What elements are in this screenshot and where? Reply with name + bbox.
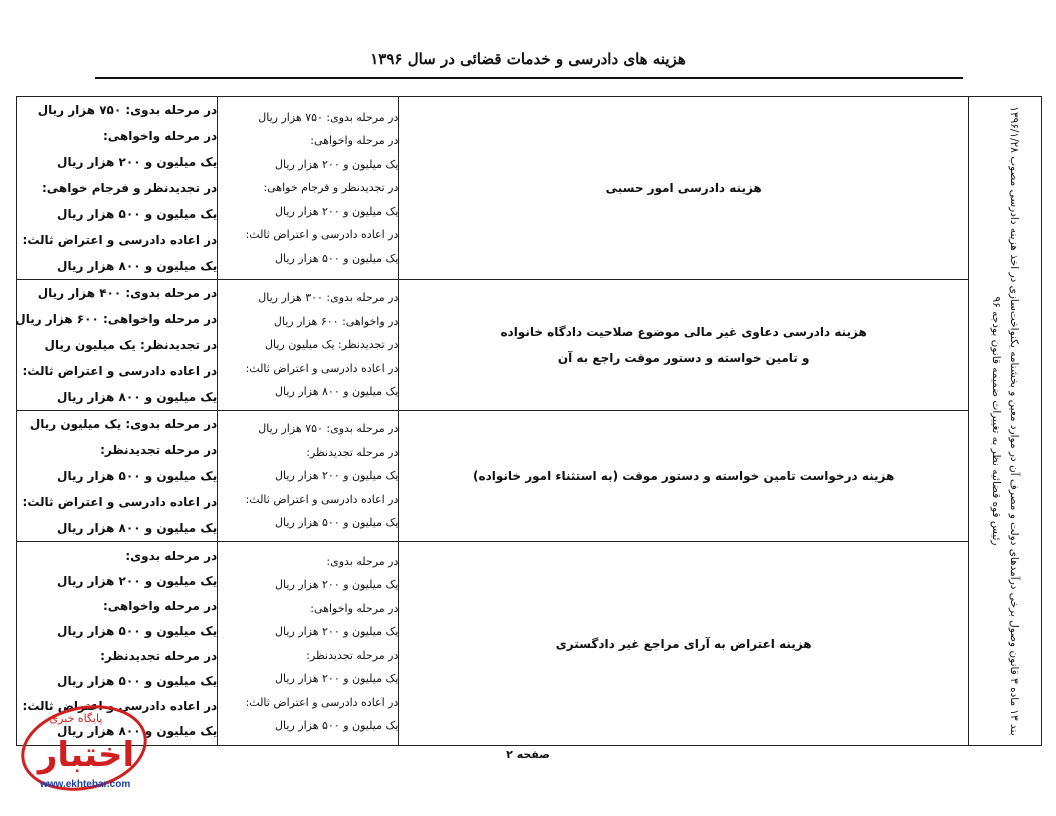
fee-amount-bold-line: یک میلیون و ۵۰۰ هزار ریال (57, 469, 218, 483)
fee-amount-line: یک میلیون و ۲۰۰ هزار ریال (275, 625, 399, 638)
fees-table (16, 96, 1042, 746)
fee-amount-line: یک میلیون و ۵۰۰ هزار ریال (275, 516, 399, 530)
title-divider (95, 77, 963, 79)
fee-amount-line: در اعاده دادرسی و اعتراض ثالث: (245, 361, 399, 375)
fee-amount-bold-line: در مرحله واخواهی: (102, 129, 218, 143)
fee-amount-line: در مرحله تجدیدنظر: (306, 648, 399, 662)
fee-amount-line: یک میلیون و ۲۰۰ هزار ریال (275, 204, 399, 218)
fee-amount-line: در مرحله بدوی: ۷۵۰ هزار ریال (258, 110, 399, 124)
fee-amount-bold-cell (17, 280, 218, 411)
fee-amount-bold-line: در مرحله واخواهی: (102, 598, 218, 613)
side-note-text: بند ۱۳ ماده ۳ قانون وصول برخی درآمدهای دولت و مصرف آن در موارد معین و بخشنامه یکنواخت‌سازی در اخذ هزینه دادرسی مصوب ۱۳۹۶/۱/۲۸ رئیس قوه قضائیه نظر به تغییرات ضمیمه قانون بودجه ۹۶ (989, 106, 1020, 736)
fee-amount-bold-line: در مرحله تجدیدنظر: (100, 443, 218, 457)
fee-amount-bold-line: در تجدیدنظر: یک میلیون ریال (44, 338, 218, 352)
fee-amount-line: یک میلیون و ۵۰۰ هزار ریال (275, 719, 399, 732)
fee-title-line: هزینه اعتراض به آرای مراجع غیر دادگستری (555, 636, 812, 651)
fee-amount-bold-line: در مرحله بدوی: ۷۵۰ هزار ریال (37, 103, 218, 117)
fee-amount-bold-line: یک میلیون و ۲۰۰ هزار ریال (57, 155, 218, 169)
fee-title-line: هزینه دادرسی امور حسبی (605, 181, 762, 195)
watermark-subtext: پایگاه خبری (49, 712, 103, 725)
fee-amount-bold-line: یک میلیون و ۵۰۰ هزار ریال (57, 623, 218, 638)
fee-title-line: هزینه دادرسی دعاوی غیر مالی موضوع صلاحیت دادگاه خانواده (500, 325, 867, 339)
fee-amount-line: در مرحله بدوی: (326, 554, 399, 568)
fee-amount-line: در مرحله تجدیدنظر: (306, 445, 399, 459)
fee-amount-bold-line: در اعاده دادرسی و اعتراض ثالث: (22, 698, 218, 713)
fee-amount-cell (218, 411, 399, 542)
fee-amount-line: یک میلیون و ۵۰۰ هزار ریال (275, 251, 399, 265)
fee-amount-bold-line: در مرحله تجدیدنظر: (100, 648, 218, 663)
fee-amount-line: یک میلیون و ۲۰۰ هزار ریال (275, 578, 399, 591)
fee-amount-bold-line: یک میلیون و ۸۰۰ هزار ریال (57, 259, 218, 273)
table-row (17, 97, 1042, 280)
fee-title-line: و تامین خواسته و دستور موقت راجع به آن (557, 351, 810, 365)
fee-amount-line: در اعاده دادرسی و اعتراض ثالث: (245, 492, 399, 506)
table-row (17, 411, 1042, 542)
fee-amount-bold-line: در مرحله بدوی: یک میلیون ریال (29, 417, 218, 431)
fee-amount-cell (218, 280, 399, 411)
fee-amount-bold-line: در اعاده دادرسی و اعتراض ثالث: (22, 495, 218, 509)
fee-title-cell (399, 411, 969, 542)
fee-title-cell (399, 280, 969, 411)
side-note-cell (968, 97, 1041, 746)
fee-amount-bold-line: در تجدیدنظر و فرجام خواهی: (41, 181, 218, 195)
fee-amount-line: یک میلیون و ۸۰۰ هزار ریال (275, 385, 399, 399)
fee-title-cell (399, 542, 969, 746)
fee-amount-bold-line: در اعاده دادرسی و اعتراض ثالث: (22, 233, 218, 247)
fee-amount-line: در اعاده دادرسی و اعتراض ثالث: (245, 695, 399, 709)
fee-amount-line: در مرحله بدوی: ۳۰۰ هزار ریال (258, 291, 399, 305)
fee-title-cell (399, 97, 969, 280)
fee-amount-bold-line: یک میلیون و ۲۰۰ هزار ریال (57, 573, 218, 588)
fee-amount-cell (218, 97, 399, 280)
fee-amount-bold-line: یک میلیون و ۸۰۰ هزار ریال (57, 390, 218, 404)
fee-amount-bold-line: در مرحله بدوی: (125, 548, 218, 563)
fee-title-line: هزینه درخواست تامین خواسته و دستور موقت (به استثناء امور خانواده) (473, 469, 895, 483)
fee-amount-bold-line: در مرحله واخواهی: ۶۰۰ هزار ریال (15, 312, 218, 326)
fee-amount-bold-line: در مرحله بدوی: ۴۰۰ هزار ریال (37, 286, 218, 300)
fee-amount-line: یک میلیون و ۲۰۰ هزار ریال (275, 157, 399, 171)
fee-amount-cell (218, 542, 399, 746)
fee-amount-line: یک میلیون و ۲۰۰ هزار ریال (275, 469, 399, 483)
fee-amount-bold-cell (17, 411, 218, 542)
fee-amount-bold-line: در اعاده دادرسی و اعتراض ثالث: (22, 364, 218, 378)
watermark-url[interactable]: www.ekhtebar.com (40, 779, 131, 790)
fee-amount-line: در تجدیدنظر: یک میلیون ریال (265, 338, 399, 352)
fee-amount-bold-line: یک میلیون و ۵۰۰ هزار ریال (57, 207, 218, 221)
table-row (17, 280, 1042, 411)
fee-amount-line: در تجدیدنظر و فرجام خواهی: (263, 181, 399, 195)
fee-amount-line: در مرحله واخواهی: (310, 134, 399, 148)
page-title: هزینه های دادرسی و خدمات قضائی در سال ۱۳۹۶ (370, 50, 686, 68)
fee-amount-bold-line: یک میلیون و ۸۰۰ هزار ریال (57, 521, 218, 535)
fee-amount-line: در مرحله بدوی: ۷۵۰ هزار ریال (258, 422, 399, 436)
fee-amount-bold-line: یک میلیون و ۵۰۰ هزار ریال (57, 673, 218, 688)
fee-amount-line: در واخواهی: ۶۰۰ هزار ریال (273, 314, 399, 328)
fee-amount-bold-line: یک میلیون و ۸۰۰ هزار ریال (57, 723, 218, 738)
fee-amount-line: در مرحله واخواهی: (310, 601, 399, 615)
table-row (17, 542, 1042, 746)
watermark-logo-text: اختبار (37, 735, 135, 775)
page-number: صفحه ۲ (506, 748, 550, 761)
fee-amount-bold-cell (17, 97, 218, 280)
fee-amount-line: در اعاده دادرسی و اعتراض ثالث: (245, 228, 399, 242)
fee-amount-line: یک میلیون و ۲۰۰ هزار ریال (275, 672, 399, 685)
